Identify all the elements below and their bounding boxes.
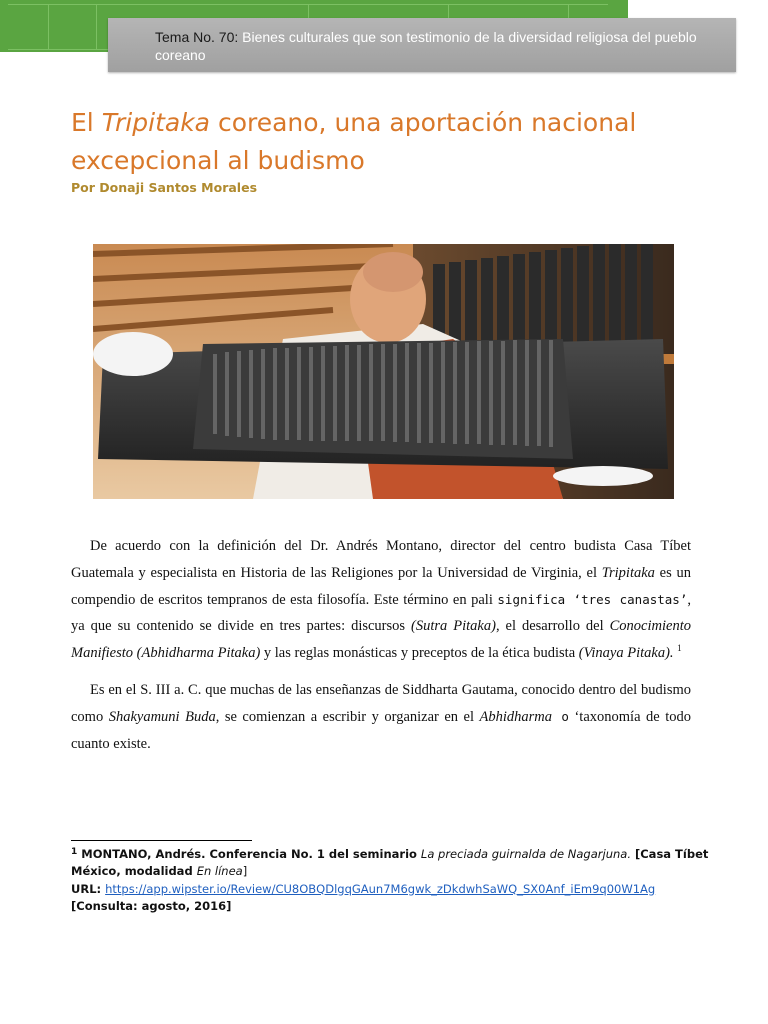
text-italic: Abhidharma <box>479 708 553 725</box>
footnote-author: MONTANO, Andrés. Conferencia No. 1 del seminario <box>77 847 421 861</box>
topic-label: Tema No. 70: <box>155 29 239 45</box>
text-run: De acuerdo con la definición del Dr. Andrés Montano, director del centro budista Casa Tíbet Guatemala y especialista en Historia de las Religiones por la Universidad de Virginia, el <box>71 538 691 581</box>
footnote-org-close: ] <box>242 864 248 879</box>
text-italic: Tripitaka <box>601 564 655 581</box>
monk-holding-woodblock-photo <box>93 244 674 499</box>
title-part: El <box>71 108 102 137</box>
text-run: , se comienzan a escribir y organizar en el <box>215 708 480 725</box>
footnote-consulta: [Consulta: agosto, 2016] <box>71 898 232 913</box>
topic-text: Bienes culturales que son testimonio de la diversidad religiosa del pueblo coreano <box>155 29 697 63</box>
title-italic: Tripitaka <box>101 108 210 137</box>
paragraph-1 <box>71 533 691 667</box>
article-body <box>71 533 691 767</box>
footnote-url-label: URL: <box>71 881 106 896</box>
text-mono: o <box>552 708 569 724</box>
text-italic: Conocimiento Manifiesto (Abhidharma Pitaka) <box>71 618 691 662</box>
article-byline: Por Donaji Santos Morales <box>71 180 258 195</box>
paragraph-2 <box>71 677 691 757</box>
text-italic: Shakyamuni Buda <box>108 708 216 725</box>
article-title <box>71 104 691 180</box>
footnote-mode: En línea <box>196 864 243 879</box>
text-italic: (Vinaya Pitaka). <box>578 645 674 662</box>
text-run: es un compendio de escritos tempranos de esta filosofía. Este término en pali <box>71 564 691 608</box>
title-part: coreano, una aportación nacional excepcional al budismo <box>71 108 637 175</box>
footnote-number: 1 <box>71 847 78 857</box>
footnote-seminar: La preciada guirnalda de Nagarjuna. <box>420 847 631 861</box>
text-mono: significa ‘tres canastas’ <box>497 591 688 607</box>
topic-line <box>155 28 715 64</box>
text-italic: (Sutra Pitaka) <box>411 618 496 635</box>
footnote-divider <box>71 840 252 841</box>
text-run: y las reglas monásticas y preceptos de la ética budista <box>260 645 579 662</box>
text-run: ‘taxonomía de todo cuanto existe. <box>71 708 691 752</box>
footnote-ref[interactable]: 1 <box>677 643 682 654</box>
text-run: , ya que su contenido se divide en tres partes: discursos <box>71 591 691 635</box>
footnote <box>71 846 711 915</box>
text-run: Es en el S. III a. C. que muchas de las enseñanzas de Siddharta Gautama, conocido dentro del budismo como <box>71 681 691 725</box>
footnote-url-link[interactable]: https://app.wipster.io/Review/CU8OBQDlgqGAun7M6gwk_zDkdwhSaWQ_SX0Anf_iEm9q00W1Ag <box>105 881 656 896</box>
text-run: , el desarrollo del <box>495 618 610 635</box>
footnote-org: [Casa Tíbet México, modalidad <box>71 847 709 879</box>
